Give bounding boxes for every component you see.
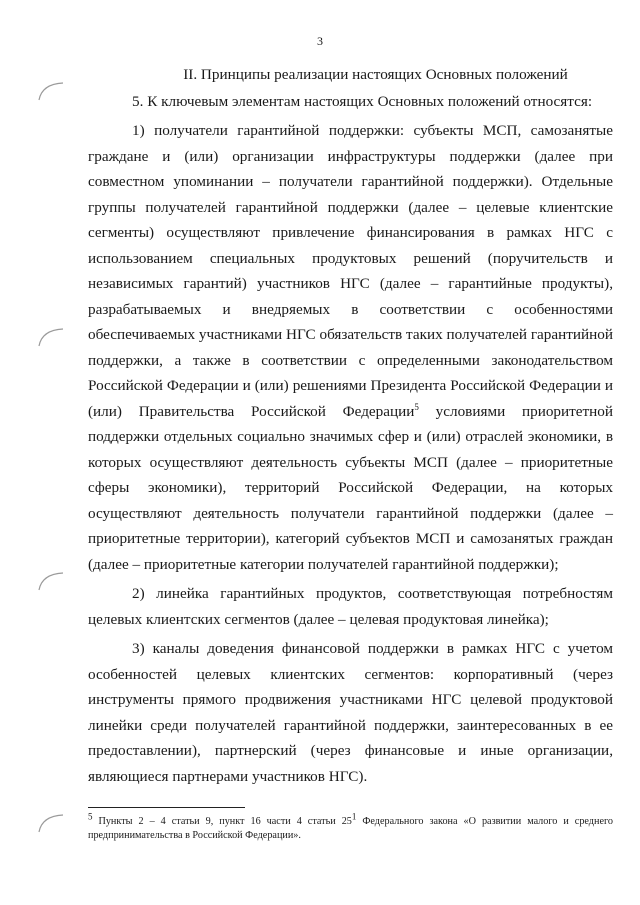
footnote-text: Пункты 2 – 4 статьи 9, пункт 16 части 4 статьи 25: [92, 816, 352, 827]
footnote-reference: 5: [414, 401, 419, 412]
binder-hole-icon: [36, 812, 66, 834]
section-heading: II. Принципы реализации настоящих Основных положений: [183, 66, 568, 83]
footnote-divider: [88, 807, 245, 808]
paragraph-intro: 5. К ключевым элементам настоящих Основных положений относятся:: [132, 92, 593, 110]
footnote-superscript: 1: [351, 811, 357, 822]
footnote-text: Федерального закона «О развитии малого и среднего предпринимательства в Российской Федерации».: [88, 816, 613, 841]
binder-hole-icon: [36, 80, 66, 102]
paragraph-item-2: 2) линейка гарантийных продуктов, соответствующая потребностям целевых клиентских сегментов (далее – целевая продуктовая линейка);: [88, 585, 613, 628]
binder-hole-icon: [36, 326, 66, 348]
binder-hole-icon: [36, 570, 66, 592]
footnote-mark: 5: [88, 811, 93, 822]
footnote: [88, 811, 613, 843]
paragraph-item-3: 3) каналы доведения финансовой поддержки в рамках НГС с учетом особенностей целевых клиентских сегментов: корпоративный (через инструменты прямого продвижения участниками НГС целевой продуктовой линейки среди получателей гарантийной поддержки, заинтересованных в ее предоставлении), партнерский (через финансовые и иные организации, являющиеся партнерами участников НГС).: [88, 640, 613, 785]
document-body: [88, 62, 613, 793]
paragraph-text: 1) получатели гарантийной поддержки: субъекты МСП, самозанятые граждане и (или) организации инфраструктуры поддержки (далее при совместном упоминании – получатели гарантийной поддержки). Отдельные группы получателей гарантийной поддержки (далее – целевые клиентские сегменты) осуществляют привлечение финансирования в рамках НГС с использованием специальных продуктовых решений (поручительств и независимых гарантий) участников НГС (далее – гарантийные продукты), разрабатываемых и внедряемых в соответствии с особенностями обеспечиваемых участниками НГС обязательств таких получателей гарантийной поддержки, а также в соответствии с определенными законодательством Российской Федерации и (или) решениями Президента Российской Федерации и (или) Правительства Российской Федерации: [88, 122, 613, 420]
paragraph-item-1: [88, 118, 613, 577]
paragraph-text: условиями приоритетной поддержки отдельных социально значимых сфер и (или) отраслей экономики, в которых осуществляют деятельность субъекты МСП (далее – приоритетные сферы экономики), территорий Российской Федерации, на которых осуществляют деятельность получатели гарантийной поддержки (далее – приоритетные территории), категорий субъектов МСП и самозанятых граждан (далее – приоритетные категории получателей гарантийной поддержки);: [88, 402, 613, 573]
page-number: 3: [317, 34, 323, 48]
